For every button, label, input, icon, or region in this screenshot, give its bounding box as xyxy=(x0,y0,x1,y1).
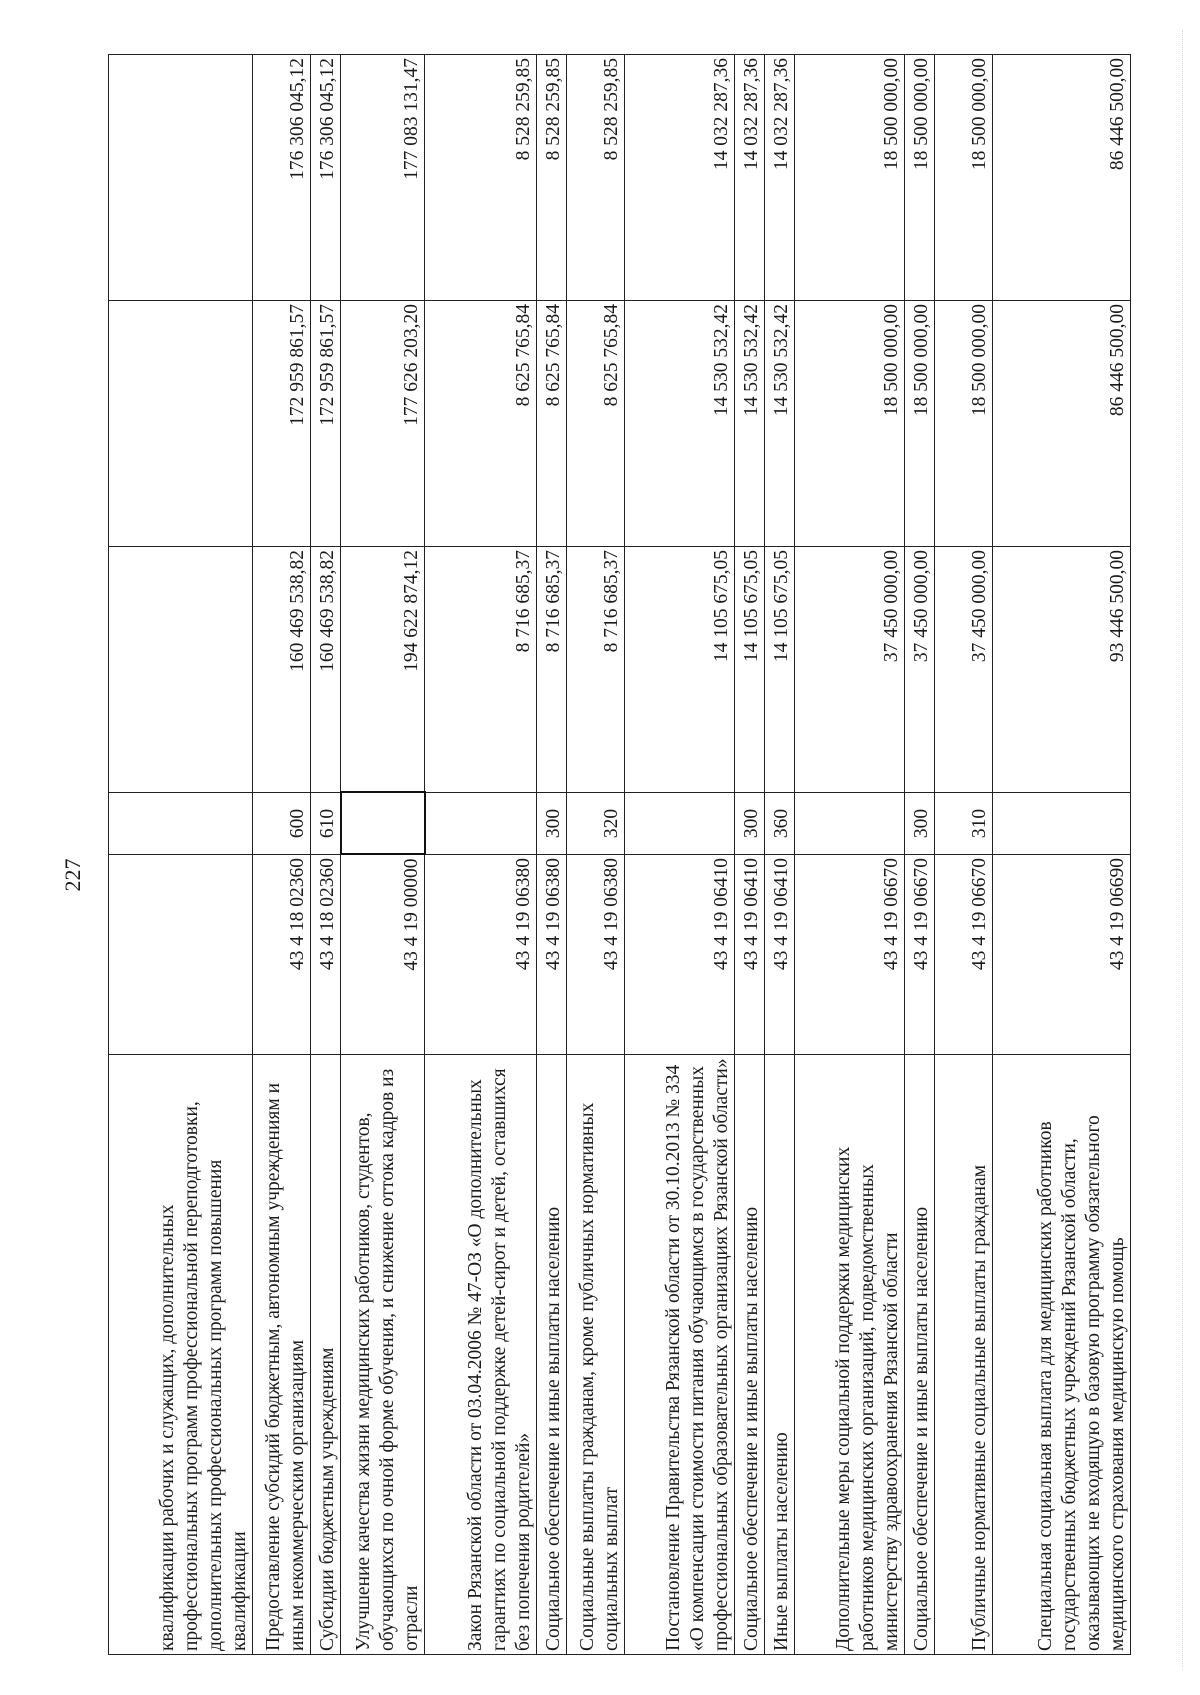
row-name: Социальное обеспечение и иные выплаты населению xyxy=(905,1055,935,1655)
row-name: Постановление Правительства Рязанской области от 30.10.2013 № 334 «О компенсации стоимости питания обучающимся в государственных профессиональных образовательных организациях Рязанской области» xyxy=(625,1055,735,1655)
row-expense-type xyxy=(993,793,1131,855)
row-amount-2: 14 530 532,42 xyxy=(625,301,735,547)
row-amount-3: 14 032 287,36 xyxy=(735,55,765,301)
row-expense-type xyxy=(425,793,537,855)
row-code: 43 4 19 06690 xyxy=(993,855,1131,1055)
row-amount-2: 18 500 000,00 xyxy=(935,301,993,547)
row-amount-2: 14 530 532,42 xyxy=(765,301,795,547)
row-name: Социальное обеспечение и иные выплаты населению xyxy=(537,1055,567,1655)
row-amount-2: 18 500 000,00 xyxy=(905,301,935,547)
row-amount-3: 18 500 000,00 xyxy=(935,55,993,301)
row-amount-1: 8 716 685,37 xyxy=(537,547,567,793)
row-amount-2 xyxy=(109,301,253,547)
row-expense-type xyxy=(109,793,253,855)
row-name: Специальная социальная выплата для медицинских работников государственных бюджетных учреждений Рязанской области, оказывающих не входящую в базовую программу обязательного медицинского страхования медицинскую помощь xyxy=(993,1055,1131,1655)
row-code: 43 4 19 06380 xyxy=(425,855,537,1055)
row-code: 43 4 19 06380 xyxy=(537,855,567,1055)
row-code: 43 4 19 00000 xyxy=(341,855,425,1055)
row-amount-1 xyxy=(109,547,253,793)
row-code: 43 4 19 06670 xyxy=(935,855,993,1055)
row-expense-type: 320 xyxy=(567,793,625,855)
row-expense-type xyxy=(341,793,425,855)
row-expense-type: 300 xyxy=(735,793,765,855)
row-amount-3: 8 528 259,85 xyxy=(567,55,625,301)
row-amount-2: 8 625 765,84 xyxy=(567,301,625,547)
row-amount-1: 8 716 685,37 xyxy=(425,547,537,793)
row-code: 43 4 18 02360 xyxy=(311,855,341,1055)
row-amount-1: 37 450 000,00 xyxy=(905,547,935,793)
row-amount-2: 14 530 532,42 xyxy=(735,301,765,547)
table-row xyxy=(567,55,625,1655)
page-number: 227 xyxy=(60,858,85,892)
row-expense-type: 610 xyxy=(311,793,341,855)
row-name: Публичные нормативные социальные выплаты гражданам xyxy=(935,1055,993,1655)
row-amount-3: 18 500 000,00 xyxy=(795,55,905,301)
row-name: Социальные выплаты гражданам, кроме публичных нормативных социальных выплат xyxy=(567,1055,625,1655)
row-code: 43 4 19 06410 xyxy=(625,855,735,1055)
rotated-page xyxy=(0,55,1200,1695)
row-code xyxy=(109,855,253,1055)
row-name: Дополнительные меры социальной поддержки медицинских работников медицинских организаций, подведомственных министерству здравоохранения Рязанской области xyxy=(795,1055,905,1655)
row-amount-1: 93 446 500,00 xyxy=(993,547,1131,793)
table-row xyxy=(625,55,735,1655)
table-row xyxy=(425,55,537,1655)
table-row xyxy=(735,55,765,1655)
row-amount-1: 14 105 675,05 xyxy=(765,547,795,793)
row-amount-3: 176 306 045,12 xyxy=(311,55,341,301)
row-amount-1: 14 105 675,05 xyxy=(735,547,765,793)
row-amount-3: 18 500 000,00 xyxy=(905,55,935,301)
table-row xyxy=(935,55,993,1655)
row-amount-3: 176 306 045,12 xyxy=(253,55,311,301)
row-expense-type: 600 xyxy=(253,793,311,855)
row-amount-1: 194 622 874,12 xyxy=(341,547,425,793)
row-amount-1: 37 450 000,00 xyxy=(795,547,905,793)
row-amount-1: 8 716 685,37 xyxy=(567,547,625,793)
row-amount-2: 177 626 203,20 xyxy=(341,301,425,547)
row-name: Предоставление субсидий бюджетным, автономным учреждениям и иным некоммерческим организациям xyxy=(253,1055,311,1655)
table-row xyxy=(993,55,1131,1655)
row-amount-1: 160 469 538,82 xyxy=(311,547,341,793)
row-name: Закон Рязанской области от 03.04.2006 № 47-ОЗ «О дополнительных гарантиях по социальной поддержке детей-сирот и детей, оставшихся без попечения родителей» xyxy=(425,1055,537,1655)
row-expense-type: 300 xyxy=(537,793,567,855)
row-amount-2: 8 625 765,84 xyxy=(537,301,567,547)
row-expense-type: 300 xyxy=(905,793,935,855)
table-row xyxy=(537,55,567,1655)
row-expense-type xyxy=(625,793,735,855)
row-amount-1: 160 469 538,82 xyxy=(253,547,311,793)
row-amount-3: 8 528 259,85 xyxy=(537,55,567,301)
row-expense-type: 310 xyxy=(935,793,993,855)
row-amount-3: 86 446 500,00 xyxy=(993,55,1131,301)
row-amount-2: 172 959 861,57 xyxy=(253,301,311,547)
row-amount-2: 8 625 765,84 xyxy=(425,301,537,547)
row-code: 43 4 19 06670 xyxy=(905,855,935,1055)
row-expense-type: 360 xyxy=(765,793,795,855)
row-expense-type xyxy=(795,793,905,855)
table-row xyxy=(765,55,795,1655)
row-code: 43 4 19 06410 xyxy=(765,855,795,1055)
row-amount-1: 14 105 675,05 xyxy=(625,547,735,793)
row-name: Субсидии бюджетным учреждениям xyxy=(311,1055,341,1655)
table-row xyxy=(109,55,253,1655)
row-amount-3: 14 032 287,36 xyxy=(765,55,795,301)
row-amount-1: 37 450 000,00 xyxy=(935,547,993,793)
row-amount-2: 86 446 500,00 xyxy=(993,301,1131,547)
row-name: Социальное обеспечение и иные выплаты населению xyxy=(735,1055,765,1655)
row-name: Иные выплаты населению xyxy=(765,1055,795,1655)
row-amount-3: 14 032 287,36 xyxy=(625,55,735,301)
row-amount-3 xyxy=(109,55,253,301)
row-code: 43 4 19 06410 xyxy=(735,855,765,1055)
row-code: 43 4 19 06670 xyxy=(795,855,905,1055)
row-amount-3: 177 083 131,47 xyxy=(341,55,425,301)
row-amount-2: 172 959 861,57 xyxy=(311,301,341,547)
budget-table xyxy=(108,54,1131,1655)
table-row xyxy=(905,55,935,1655)
row-amount-2: 18 500 000,00 xyxy=(795,301,905,547)
table-row xyxy=(341,55,425,1655)
table-row xyxy=(311,55,341,1655)
row-name: квалификации рабочих и служащих, дополнительных профессиональных программ профессиональной переподготовки, дополнительных профессиональных программ повышения квалификации xyxy=(109,1055,253,1655)
row-code: 43 4 19 06380 xyxy=(567,855,625,1055)
table-row xyxy=(253,55,311,1655)
row-amount-3: 8 528 259,85 xyxy=(425,55,537,301)
row-name: Улучшение качества жизни медицинских работников, студентов, обучающихся по очной форме обучения, и снижение оттока кадров из отрасли xyxy=(341,1055,425,1655)
table-row xyxy=(795,55,905,1655)
row-code: 43 4 18 02360 xyxy=(253,855,311,1055)
